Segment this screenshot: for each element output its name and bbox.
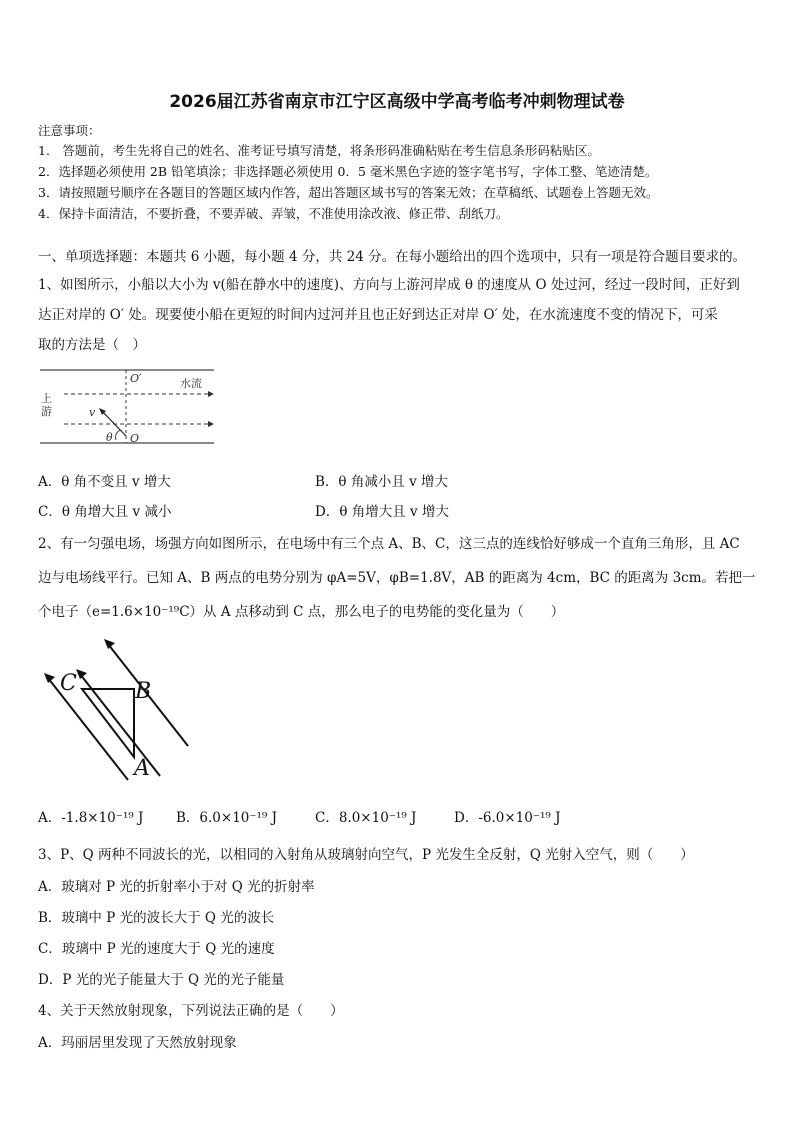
- q2-option-c: C．8.0×10⁻¹⁹ J: [315, 810, 417, 826]
- q2-label-a: A: [134, 756, 150, 781]
- q1-option-a: A．θ 角不变且 v 增大: [38, 474, 171, 490]
- q3-option-c: C．玻璃中 P 光的速度大于 Q 光的速度: [38, 941, 275, 957]
- q2-line-2: 边与电场线平行。已知 A、B 两点的电势分别为 φA=5V，φB=1.8V，AB 的距离为 4cm，BC 的距离为 3cm。若把一: [38, 570, 756, 586]
- q1-line-2: 达正对岸的 O′ 处。现要使小船在更短的时间内过河并且也正好到达正对岸 O′ 处，在水流速度不变的情况下，可采: [38, 307, 718, 323]
- q1-line-3: 取的方法是（ ）: [38, 337, 146, 353]
- q1-option-c: C．θ 角增大且 v 减小: [38, 504, 172, 520]
- q3-line: 3、P、Q 两种不同波长的光，以相同的入射角从玻璃射向空气，P 光发生全反射，Q 光射入空气，则（ ）: [38, 847, 694, 863]
- q1-line-1: 1、如图所示，小船以大小为 v(船在静水中的速度)、方向与上游河岸成 θ 的速度从 O 处过河，经过一段时间，正好到: [38, 277, 740, 293]
- q1-label-theta: θ: [106, 431, 113, 444]
- section-header: 一、单项选择题：本题共 6 小题，每小题 4 分，共 24 分。在每小题给出的四个选项中，只有一项是符合题目要求的。: [38, 249, 747, 265]
- q4-line: 4、关于天然放射现象，下列说法正确的是（ ）: [38, 1003, 344, 1019]
- q2-field-figure: [38, 630, 198, 790]
- q1-option-b: B．θ 角减小且 v 增大: [315, 474, 449, 490]
- notice-header: 注意事项：: [38, 123, 101, 138]
- q3-option-d: D．P 光的光子能量大于 Q 光的光子能量: [38, 972, 285, 988]
- q2-option-d: D．-6.0×10⁻¹⁹ J: [454, 810, 561, 826]
- page-title: 2026届江苏省南京市江宁区高级中学高考临考冲刺物理试卷: [169, 92, 625, 112]
- q1-label-v: v: [89, 406, 96, 419]
- q1-label-upstream-1: 上: [41, 392, 52, 405]
- notice-item-4: 4．保持卡面清洁，不要折叠，不要弄破、弄皱，不准使用涂改液、修正带、刮纸刀。: [38, 206, 509, 221]
- q1-label-o: O: [130, 432, 140, 445]
- q3-option-a: A．玻璃对 P 光的折射率小于对 Q 光的折射率: [38, 879, 315, 895]
- notice-item-1: 1. 答题前，考生先将自己的姓名、准考证号填写清楚，将条形码准确粘贴在考生信息条形码粘贴区。: [38, 143, 600, 158]
- q2-option-a: A．-1.8×10⁻¹⁹ J: [38, 810, 144, 826]
- q2-option-b: B．6.0×10⁻¹⁹ J: [176, 810, 278, 826]
- q1-label-o-prime: O′: [130, 372, 142, 385]
- q2-label-c: C: [60, 671, 77, 696]
- q2-line-1: 2、有一匀强电场，场强方向如图所示，在电场中有三个点 A、B、C，这三点的连线恰好够成一个直角三角形，且 AC: [38, 536, 740, 552]
- q1-option-d: D．θ 角增大且 v 增大: [315, 504, 449, 520]
- q2-line-3: 个电子（e=1.6×10⁻¹⁹C）从 A 点移动到 C 点，那么电子的电势能的变化量为（ ）: [38, 604, 565, 620]
- q4-option-a: A．玛丽居里发现了天然放射现象: [38, 1035, 237, 1051]
- q3-option-b: B．玻璃中 P 光的波长大于 Q 光的波长: [38, 910, 275, 926]
- q2-label-b: B: [135, 679, 152, 704]
- notice-item-2: 2．选择题必须使用 2B 铅笔填涂；非选择题必须使用 0．5 毫米黑色字迹的签字笔书写，字体工整、笔迹清楚。: [38, 164, 658, 179]
- q1-label-upstream-2: 游: [41, 405, 52, 418]
- q1-river-figure: [38, 364, 218, 450]
- notice-item-3: 3．请按照题号顺序在各题目的答题区域内作答，超出答题区域书写的答案无效；在草稿纸、试题卷上答题无效。: [38, 185, 659, 200]
- q1-label-water: 水流: [180, 377, 202, 390]
